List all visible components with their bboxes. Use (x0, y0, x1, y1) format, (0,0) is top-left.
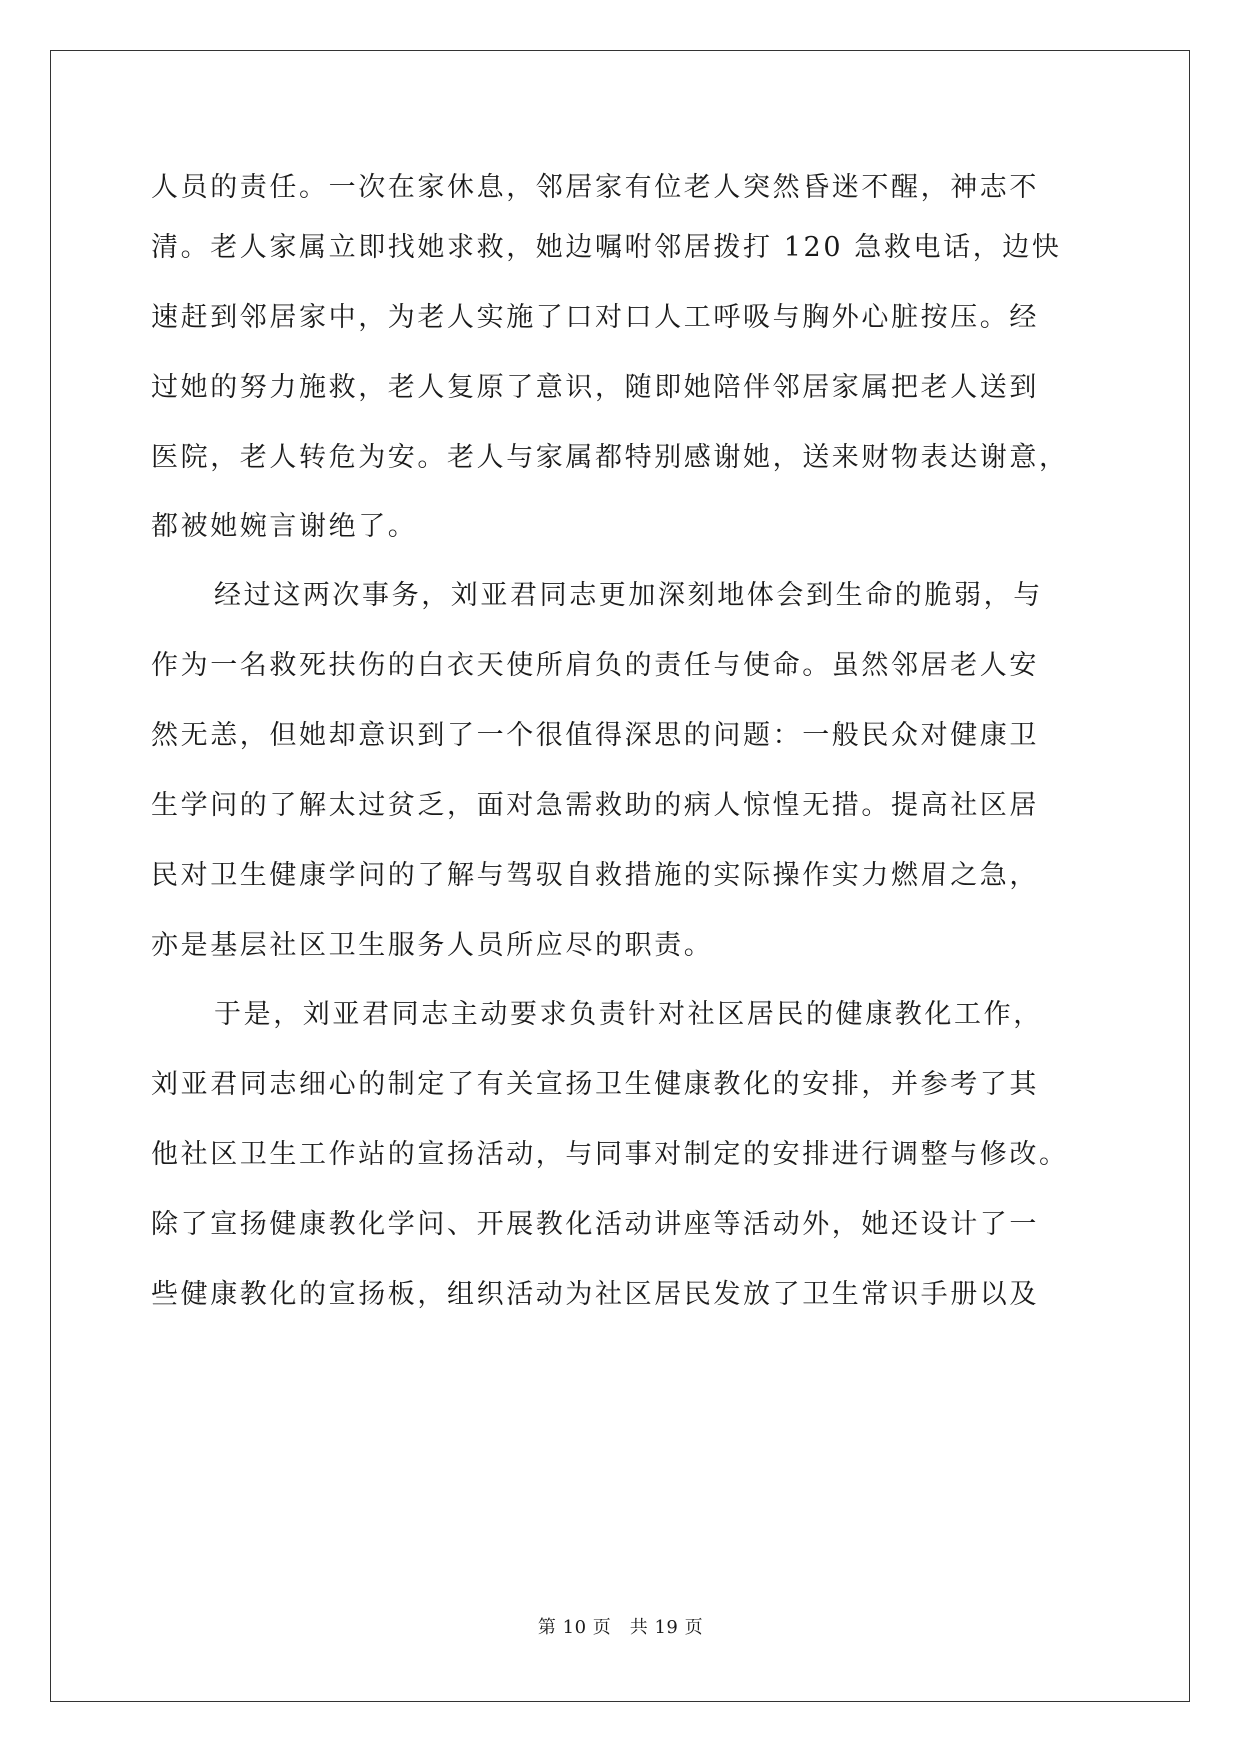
text-line: 生学问的了解太过贫乏，面对急需救助的病人惊惶无措。提高社区居 (151, 790, 1039, 821)
text-line: 医院，老人转危为安。老人与家属都特别感谢她，送来财物表达谢意， (151, 442, 1069, 473)
text-line: 人员的责任。一次在家休息，邻居家有位老人突然昏迷不醒，神志不 (151, 172, 1039, 203)
text-line: 都被她婉言谢绝了。 (151, 511, 418, 542)
text-line: 除了宣扬健康教化学问、开展教化活动讲座等活动外，她还设计了一 (151, 1209, 1039, 1240)
page-footer: 第 10 页 共 19 页 (537, 1617, 704, 1638)
text-line: 清。老人家属立即找她求救，她边嘱咐邻居拨打 120 急救电话，边快 (151, 232, 1062, 263)
paragraph-start-line: 经过这两次事务，刘亚君同志更加深刻地体会到生命的脆弱，与 (214, 580, 1043, 611)
text-line: 亦是基层社区卫生服务人员所应尽的职责。 (151, 930, 714, 961)
text-line: 些健康教化的宣扬板，组织活动为社区居民发放了卫生常识手册以及 (151, 1279, 1039, 1310)
text-line: 过她的努力施救，老人复原了意识，随即她陪伴邻居家属把老人送到 (151, 372, 1039, 403)
text-line: 作为一名救死扶伤的白衣天使所肩负的责任与使命。虽然邻居老人安 (151, 650, 1039, 681)
text-line: 速赶到邻居家中，为老人实施了口对口人工呼吸与胸外心脏按压。经 (151, 302, 1039, 333)
text-line: 民对卫生健康学问的了解与驾驭自救措施的实际操作实力燃眉之急， (151, 860, 1039, 891)
text-line: 他社区卫生工作站的宣扬活动，与同事对制定的安排进行调整与修改。 (151, 1139, 1069, 1170)
text-line: 刘亚君同志细心的制定了有关宣扬卫生健康教化的安排，并参考了其 (151, 1069, 1039, 1100)
paragraph-start-line: 于是，刘亚君同志主动要求负责针对社区居民的健康教化工作， (214, 999, 1043, 1030)
text-line: 然无恙，但她却意识到了一个很值得深思的问题：一般民众对健康卫 (151, 720, 1039, 751)
